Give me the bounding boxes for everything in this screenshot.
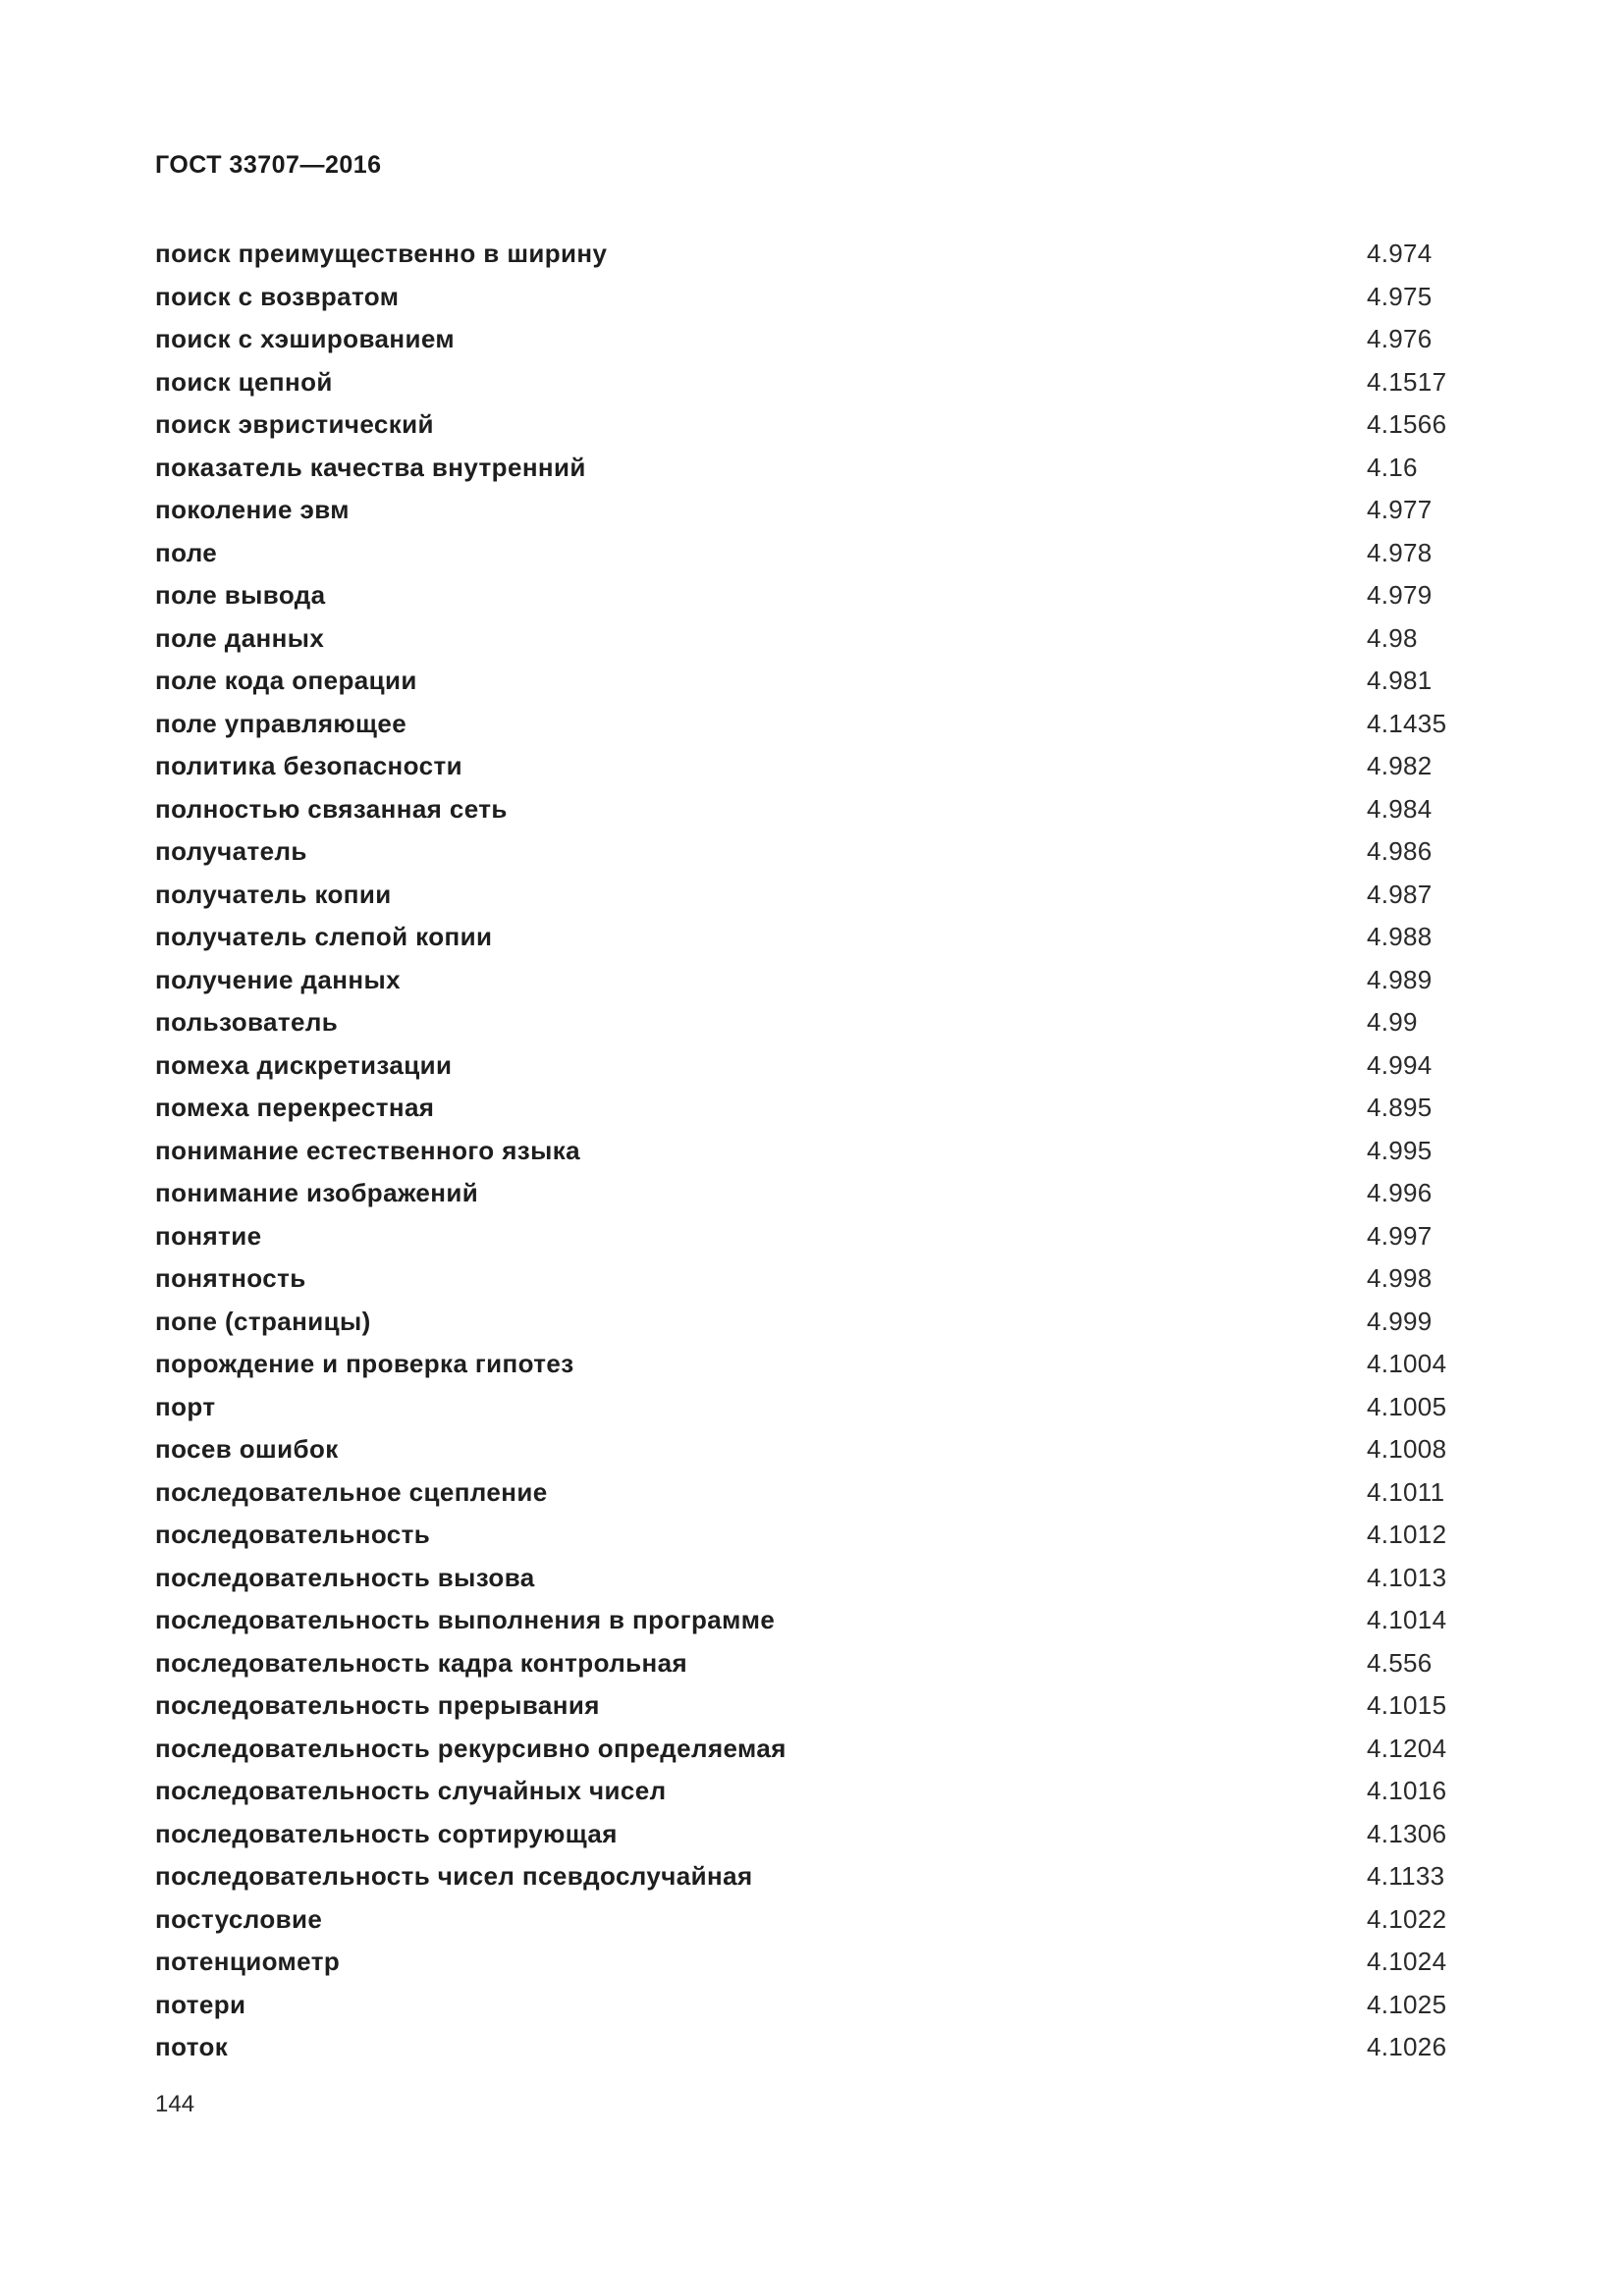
index-term: получатель слепой копии — [155, 922, 493, 951]
index-reference-number: 4.989 — [1367, 964, 1433, 994]
index-reference-number: 4.895 — [1367, 1093, 1433, 1122]
index-term: понятие — [155, 1220, 262, 1251]
index-reference-number: 4.98 — [1367, 622, 1418, 653]
index-entry — [155, 1349, 1471, 1392]
index-term: полностью связанная сеть — [155, 793, 508, 824]
index-term: последовательность рекурсивно определяемая — [155, 1733, 786, 1763]
index-reference-number: 4.1024 — [1367, 1947, 1447, 1976]
index-term: последовательность сортирующая — [155, 1818, 618, 1848]
index-term: последовательность чисел псевдослучайная — [155, 1861, 753, 1891]
index-entry — [155, 1263, 1471, 1307]
index-entry — [155, 538, 1471, 581]
index-term: последовательность кадра контрольная — [155, 1647, 688, 1678]
index-term: поле кода операции — [155, 666, 417, 695]
index-reference-number: 4.979 — [1367, 580, 1433, 610]
index-reference-number: 4.1013 — [1367, 1562, 1447, 1592]
index-entry — [155, 409, 1471, 453]
index-reference-number: 4.974 — [1367, 239, 1433, 268]
index-reference-number: 4.556 — [1367, 1647, 1433, 1678]
index-reference-number: 4.1022 — [1367, 1903, 1447, 1934]
index-reference-number: 4.1025 — [1367, 1989, 1447, 2019]
index-term: посев ошибок — [155, 1434, 339, 1464]
index-term: помеха перекрестная — [155, 1093, 435, 1122]
index-entry — [155, 709, 1471, 752]
index-entry — [155, 282, 1471, 325]
index-term: порождение и проверка гипотез — [155, 1349, 574, 1378]
index-term: понимание изображений — [155, 1178, 479, 1207]
index-entry — [155, 623, 1471, 667]
index-term: поиск эвристический — [155, 409, 434, 439]
index-reference-number: 4.1517 — [1367, 366, 1447, 397]
index-entry — [155, 1990, 1471, 2033]
index-entry — [155, 453, 1471, 496]
index-entry — [155, 1520, 1471, 1563]
index-term: последовательность прерывания — [155, 1690, 600, 1720]
index-term: поиск преимущественно в ширину — [155, 239, 608, 268]
index-reference-number: 4.977 — [1367, 495, 1433, 524]
index-term: получатель — [155, 836, 307, 866]
index-reference-number: 4.1306 — [1367, 1818, 1447, 1848]
index-term: поле вывода — [155, 580, 326, 610]
index-reference-number: 4.994 — [1367, 1049, 1433, 1080]
index-term: постусловие — [155, 1903, 323, 1934]
index-entry — [155, 1007, 1471, 1050]
index-reference-number: 4.1435 — [1367, 708, 1447, 738]
index-term: последовательность — [155, 1520, 431, 1549]
index-entry — [155, 751, 1471, 794]
index-entry — [155, 580, 1471, 623]
index-entry — [155, 922, 1471, 965]
index-reference-number: 4.1026 — [1367, 2032, 1447, 2061]
index-term: поиск цепной — [155, 366, 333, 397]
index-reference-number: 4.1016 — [1367, 1776, 1447, 1805]
index-term: получение данных — [155, 964, 401, 994]
document-header: ГОСТ 33707—2016 — [155, 151, 382, 179]
index-entry — [155, 1050, 1471, 1094]
index-reference-number: 4.1004 — [1367, 1349, 1447, 1378]
index-entry — [155, 1648, 1471, 1691]
index-entry — [155, 666, 1471, 709]
index-entry — [155, 1819, 1471, 1862]
index-entry — [155, 1947, 1471, 1990]
index-entry — [155, 1392, 1471, 1435]
index-reference-number: 4.1015 — [1367, 1690, 1447, 1720]
index-reference-number: 4.1204 — [1367, 1733, 1447, 1763]
index-entry — [155, 880, 1471, 923]
index-term: понимание естественного языка — [155, 1135, 580, 1165]
index-term: потенциометр — [155, 1947, 341, 1976]
index-entry — [155, 495, 1471, 538]
index-term: поле — [155, 537, 218, 567]
index-entry — [155, 239, 1471, 282]
index-entry — [155, 1178, 1471, 1221]
index-reference-number: 4.975 — [1367, 281, 1433, 311]
index-entry — [155, 965, 1471, 1008]
index-term: пользователь — [155, 1007, 339, 1037]
index-term: попе (страницы) — [155, 1306, 371, 1336]
index-reference-number: 4.1014 — [1367, 1605, 1447, 1634]
index-entry — [155, 1093, 1471, 1136]
index-entry — [155, 2032, 1471, 2075]
index-reference-number: 4.996 — [1367, 1178, 1433, 1207]
index-reference-number: 4.986 — [1367, 836, 1433, 866]
index-reference-number: 4.987 — [1367, 879, 1433, 909]
index-reference-number: 4.988 — [1367, 922, 1433, 951]
index-term: понятность — [155, 1263, 306, 1293]
index-term: политика безопасности — [155, 751, 462, 780]
index-term: поток — [155, 2032, 229, 2061]
index-reference-number: 4.982 — [1367, 751, 1433, 780]
index-reference-number: 4.999 — [1367, 1306, 1433, 1336]
index-term: поле данных — [155, 622, 325, 653]
index-term: последовательное сцепление — [155, 1476, 548, 1507]
index-term: показатель качества внутренний — [155, 452, 586, 482]
index-term: поколение эвм — [155, 495, 350, 524]
index-term: последовательность случайных чисел — [155, 1776, 667, 1805]
index-term: поле управляющее — [155, 708, 407, 738]
index-term: поиск с возвратом — [155, 281, 400, 311]
index-term: порт — [155, 1391, 216, 1421]
index-entry — [155, 1904, 1471, 1948]
index-entry — [155, 1136, 1471, 1179]
index-entry — [155, 1221, 1471, 1264]
index-entry — [155, 794, 1471, 837]
index-reference-number: 4.981 — [1367, 666, 1433, 695]
index-entry — [155, 1690, 1471, 1734]
index-entry — [155, 836, 1471, 880]
index-reference-number: 4.995 — [1367, 1135, 1433, 1165]
index-term: потери — [155, 1989, 246, 2019]
index-reference-number: 4.1005 — [1367, 1391, 1447, 1421]
index-reference-number: 4.997 — [1367, 1220, 1433, 1251]
index-reference-number: 4.1133 — [1367, 1861, 1445, 1891]
page-number: 144 — [155, 2091, 195, 2117]
index-entry — [155, 367, 1471, 410]
index-entry — [155, 1734, 1471, 1777]
index-entry — [155, 324, 1471, 367]
index-reference-number: 4.998 — [1367, 1263, 1433, 1293]
index-term: получатель копии — [155, 879, 392, 909]
index-reference-number: 4.984 — [1367, 793, 1433, 824]
index-reference-number: 4.1012 — [1367, 1520, 1447, 1549]
index-entry — [155, 1861, 1471, 1904]
index-entry — [155, 1563, 1471, 1606]
term-index-list — [155, 239, 1471, 2075]
index-entry — [155, 1477, 1471, 1521]
index-entry — [155, 1776, 1471, 1819]
index-term: поиск с хэшированием — [155, 324, 455, 353]
index-entry — [155, 1307, 1471, 1350]
index-reference-number: 4.99 — [1367, 1007, 1418, 1037]
index-reference-number: 4.978 — [1367, 537, 1433, 567]
index-entry — [155, 1434, 1471, 1477]
index-term: последовательность выполнения в программе — [155, 1605, 776, 1634]
index-reference-number: 4.1566 — [1367, 409, 1447, 439]
index-term: последовательность вызова — [155, 1562, 535, 1592]
index-reference-number: 4.1008 — [1367, 1434, 1447, 1464]
index-reference-number: 4.976 — [1367, 324, 1433, 353]
index-reference-number: 4.1011 — [1367, 1476, 1445, 1507]
index-term: помеха дискретизации — [155, 1049, 453, 1080]
index-reference-number: 4.16 — [1367, 452, 1418, 482]
index-entry — [155, 1605, 1471, 1648]
